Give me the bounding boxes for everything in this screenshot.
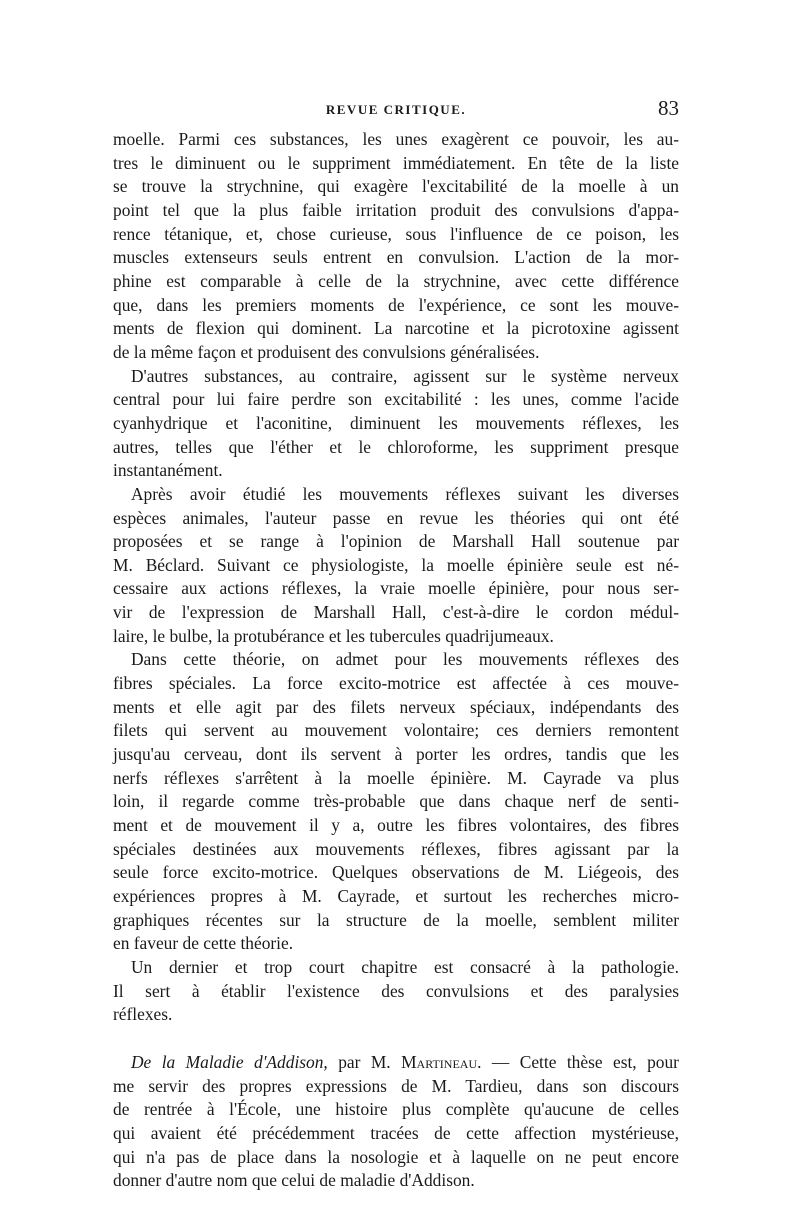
text-line: tres le diminuent ou le suppriment immédiatement. En tête de la liste: [113, 152, 679, 173]
text-line: central pour lui faire perdre son excitabilité : les unes, comme l'acide: [113, 389, 679, 410]
text-line: phine est comparable à celle de la strychnine, avec cette différence: [113, 270, 679, 291]
text-line: ments et elle agit par des filets nerveux spéciaux, indépendants des: [113, 696, 679, 717]
text-line: autres, telles que l'éther et le chloroforme, les suppriment presque: [113, 436, 679, 457]
text-line: proposées et se range à l'opinion de Marshall Hall soutenue par: [113, 531, 679, 552]
text-line: instantanément.: [113, 460, 223, 481]
text-line: vir de l'expression de Marshall Hall, c'est-à-dire le cordon médul-: [113, 602, 679, 623]
text-line: Il sert à établir l'existence des convulsions et des paralysies: [113, 980, 679, 1001]
text-line: fibres spéciales. La force excito-motrice est affectée à ces mouve-: [113, 673, 679, 694]
text-line: cyanhydrique et l'aconitine, diminuent les mouvements réflexes, les: [113, 412, 679, 433]
text-line: espèces animales, l'auteur passe en revue les théories qui ont été: [113, 507, 679, 528]
review-by: par M.: [338, 1051, 391, 1072]
text-line: filets qui servent au mouvement volontaire; ces derniers remontent: [113, 720, 679, 741]
page-number: 83: [658, 96, 679, 120]
text-line: spéciales destinées aux mouvements réflexes, fibres agissant par la: [113, 838, 679, 859]
review-entry: [113, 1051, 679, 1193]
text-line: qui n'a pas de place dans la nosologie et à laquelle on ne peut encore: [113, 1146, 679, 1167]
text-line: jusqu'au cerveau, dont ils servent à porter les ordres, tandis que les: [113, 744, 679, 765]
text-line: ments de flexion qui dominent. La narcotine et la picrotoxine agissent: [113, 318, 679, 339]
text-line: en faveur de cette théorie.: [113, 933, 294, 954]
text-line: donner d'autre nom que celui de maladie d'Addison.: [113, 1170, 475, 1191]
text-line: réflexes.: [113, 1004, 173, 1025]
text-line: de la même façon et produisent des convulsions généralisées.: [113, 341, 540, 362]
text-line: laire, le bulbe, la protubérance et les tubercules quadrijumeaux.: [113, 625, 554, 646]
text-line: expériences propres à M. Cayrade, et surtout les recherches micro-: [113, 886, 679, 906]
section-gap: [113, 1027, 679, 1051]
text-line: graphiques récentes sur la structure de la moelle, semblent militer: [113, 909, 679, 930]
text-line: D'autres substances, au contraire, agissent sur le système nerveux: [131, 365, 679, 386]
running-header: [113, 96, 679, 122]
text-line: qui avaient été précédemment tracées de cette affection mystérieuse,: [113, 1122, 679, 1143]
text-line: rence tétanique, et, chose curieuse, sous l'influence de ce poison, les: [113, 223, 679, 244]
text-line: muscles extenseurs seuls entrent en convulsion. L'action de la mor-: [113, 247, 679, 268]
text-line: Un dernier et trop court chapitre est consacré à la pathologie.: [131, 956, 679, 977]
paragraph: [113, 956, 679, 1027]
text-line: point tel que la plus faible irritation produit des convulsions d'appa-: [113, 199, 679, 220]
review-entry-first-line: [113, 1051, 679, 1075]
review-author: Martineau.: [401, 1051, 482, 1072]
text-line: seule force excito-motrice. Quelques observations de M. Liégeois, des: [113, 862, 679, 883]
paragraph: [113, 648, 679, 956]
text-line: cessaire aux actions réflexes, la vraie moelle épinière, pour nous ser-: [113, 578, 679, 599]
text-line: de rentrée à l'École, une histoire plus complète qu'aucune de celles: [113, 1099, 679, 1120]
text-line: Après avoir étudié les mouvements réflexes suivant les diverses: [131, 483, 679, 504]
running-title: REVUE CRITIQUE.: [325, 102, 467, 117]
text-line: moelle. Parmi ces substances, les unes exagèrent ce pouvoir, les au-: [113, 129, 679, 149]
body-text: [113, 128, 679, 1193]
paragraph: [113, 483, 679, 649]
text-line: ment et de mouvement il y a, outre les fibres volontaires, des fibres: [113, 815, 679, 836]
review-first-line-rest: — Cette thèse est, pour: [491, 1051, 679, 1072]
text-line: M. Béclard. Suivant ce physiologiste, la moelle épinière seule est né-: [113, 554, 679, 575]
text-line: loin, il regarde comme très-probable que dans chaque nerf de senti-: [113, 791, 679, 812]
paragraph: [113, 128, 679, 365]
text-line: nerfs réflexes s'arrêtent à la moelle épinière. M. Cayrade va plus: [113, 767, 679, 788]
review-title: De la Maladie d'Addison,: [131, 1051, 328, 1072]
paragraph: [113, 365, 679, 483]
text-line: que, dans les premiers moments de l'expérience, ce sont les mouve-: [113, 294, 679, 315]
text-line: se trouve la strychnine, qui exagère l'excitabilité de la moelle à un: [113, 176, 679, 197]
text-line: me servir des propres expressions de M. Tardieu, dans son discours: [113, 1075, 679, 1096]
text-line: Dans cette théorie, on admet pour les mouvements réflexes des: [131, 649, 679, 670]
